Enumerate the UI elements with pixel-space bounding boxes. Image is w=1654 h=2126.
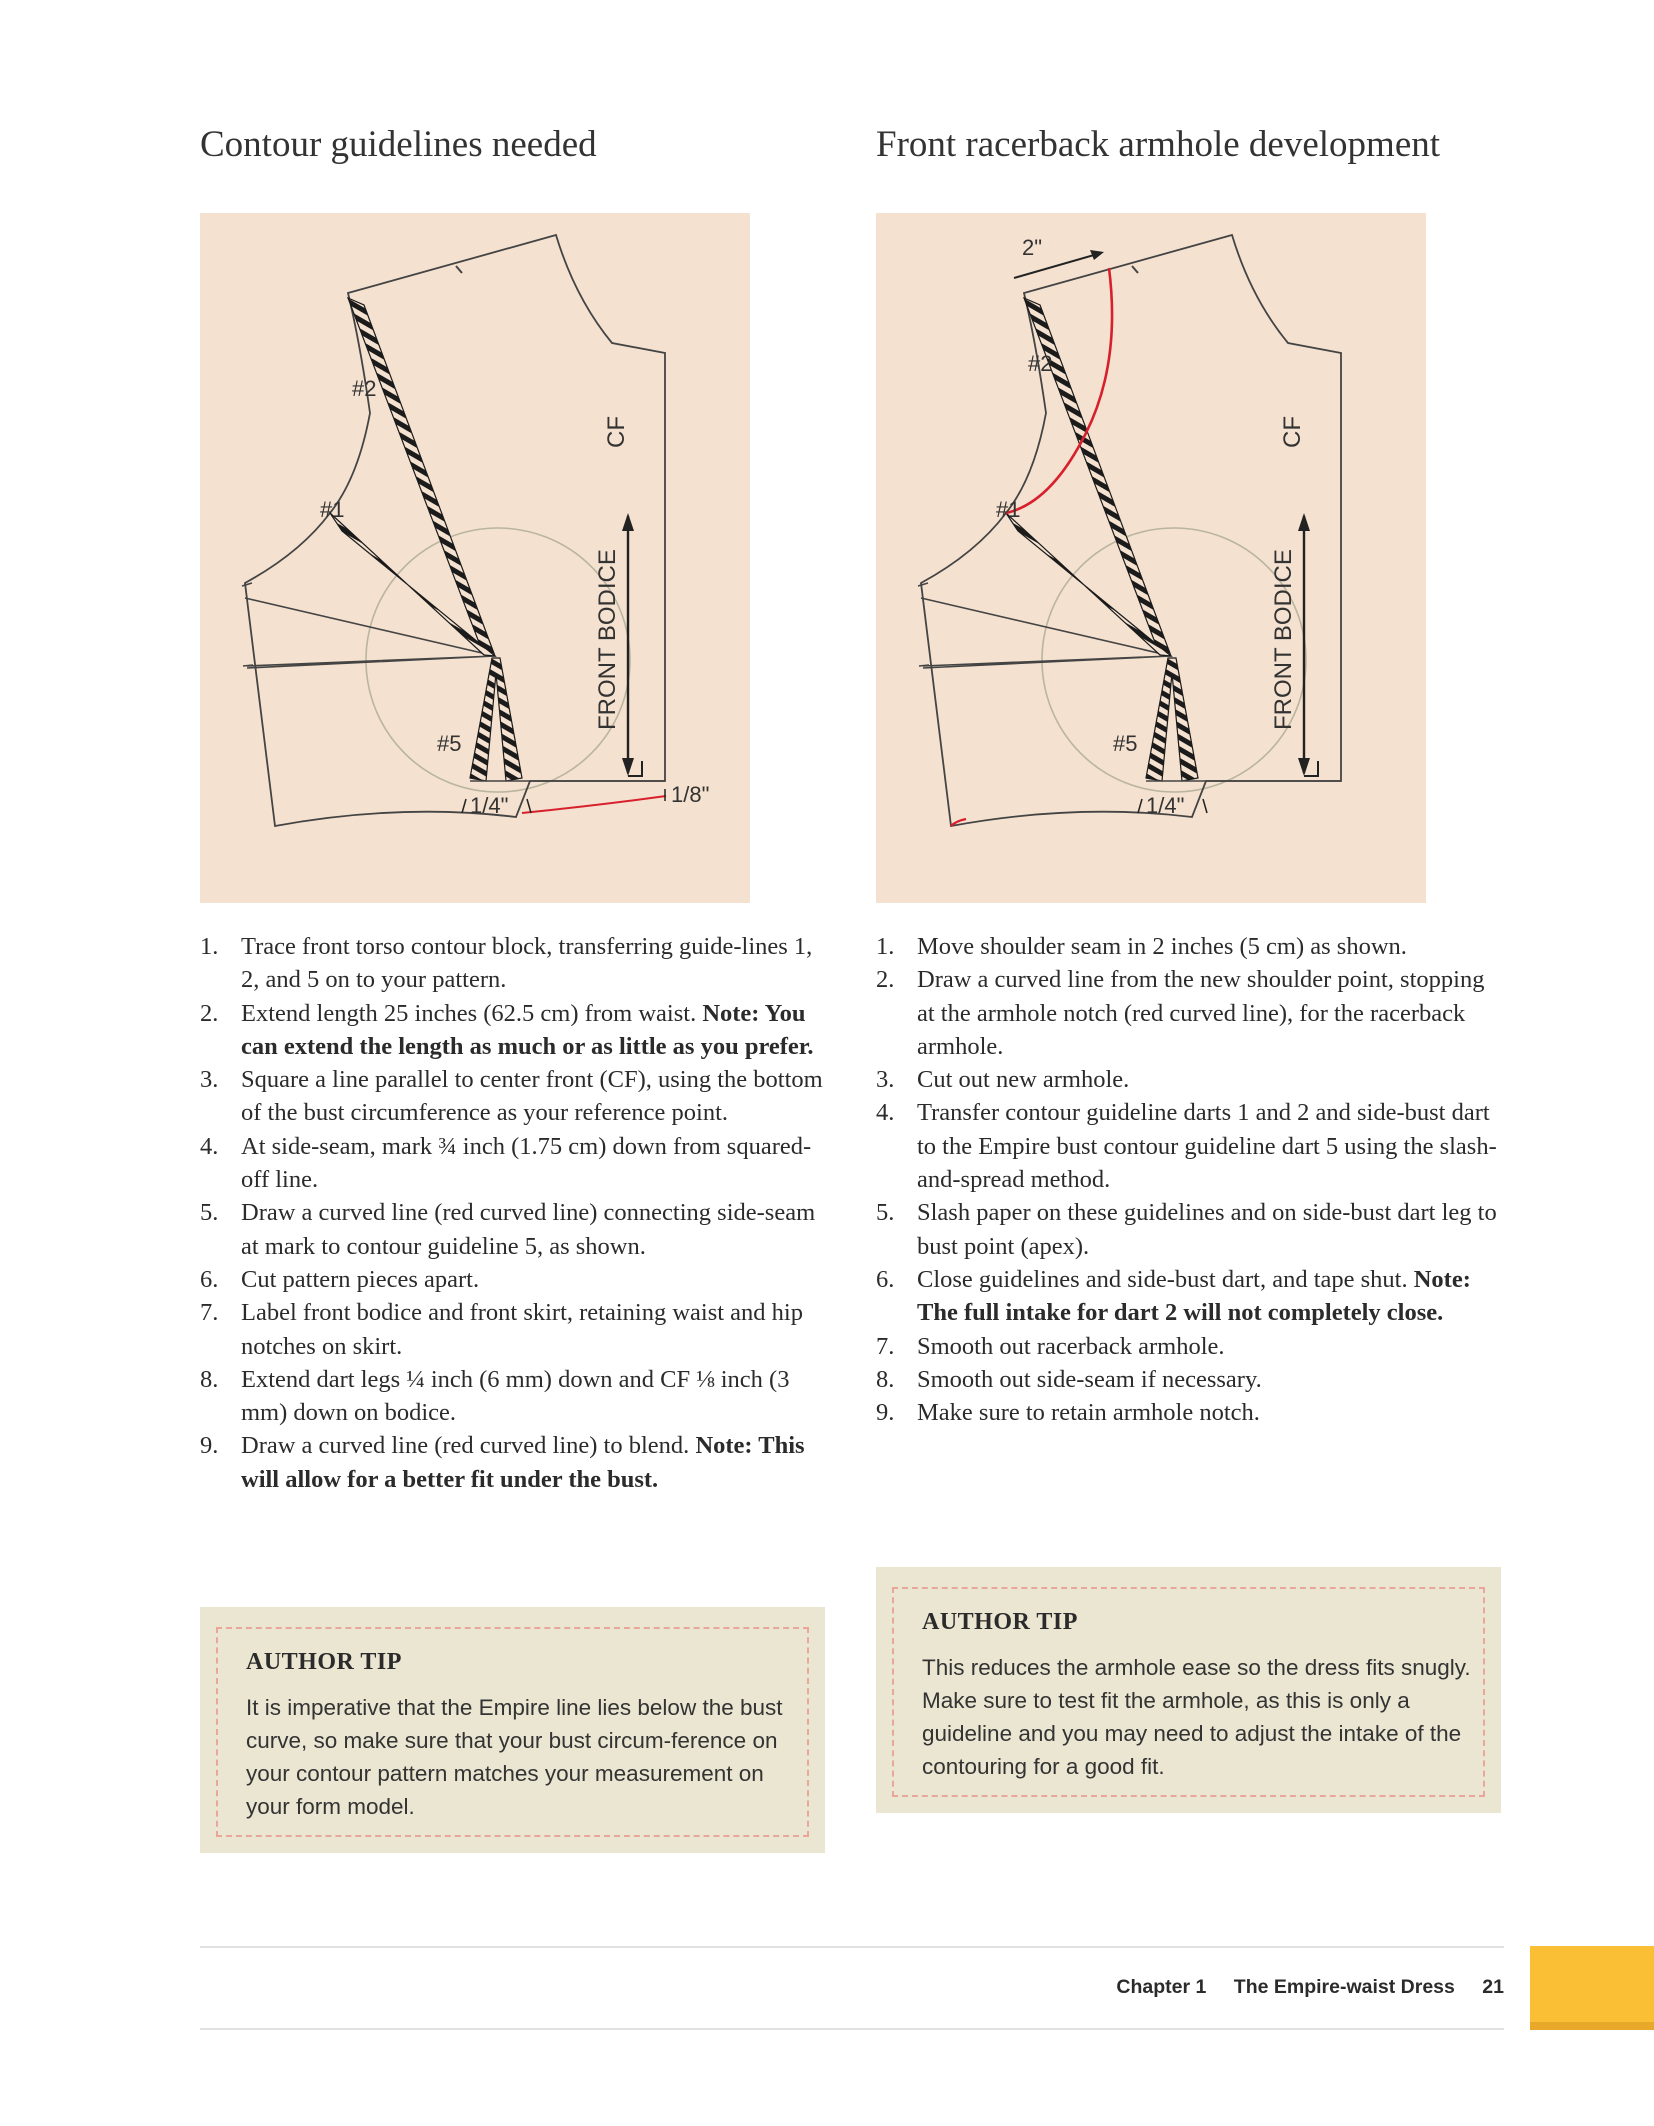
step-text: Cut out new armhole. [917,1066,1130,1094]
guideline-1 [1006,513,1171,656]
step-text: Extend length 25 inches (62.5 cm) from waist. [241,999,703,1027]
shoulder-notch [456,266,462,273]
step-number: 5. [200,1199,219,1227]
step-text: Cut pattern pieces apart. [241,1265,480,1293]
step-number: 3. [876,1066,895,1094]
guideline-5 [1146,658,1198,781]
label-guide-5: #5 [1113,731,1138,756]
step-text: Close guidelines and side-bust dart, and tape shut. [917,1265,1414,1293]
step-text: Extend dart legs ¼ inch (6 mm) down and CF ⅛ inch (3 mm) down on bodice. [241,1365,790,1427]
instruction-step [200,1063,825,1130]
instruction-step [200,1263,825,1296]
label-guide-1: #1 [320,497,345,522]
step-number: 7. [200,1299,219,1327]
instruction-step [200,1196,825,1263]
tip-heading: AUTHOR TIP [246,1649,402,1675]
label-front-bodice: FRONT BODICE [1270,549,1297,730]
footer-title: The Empire-waist Dress [1233,1976,1455,1998]
instruction-step [200,997,825,1064]
right-instruction-list [876,930,1501,1429]
label-guide-2: #2 [352,376,377,401]
step-text: At side-seam, mark ¾ inch (1.75 cm) down from squared-off line. [241,1132,812,1194]
instruction-step [876,1096,1501,1196]
contour-guidelines-diagram [200,213,750,903]
step-number: 8. [876,1365,895,1393]
label-quarter-inch: 1/4" [1146,793,1185,818]
guideline-1 [330,513,495,656]
footer-rule-bottom [200,2028,1504,2030]
footer-rule-top [200,1946,1504,1948]
instruction-step [200,1363,825,1430]
tip-body: This reduces the armhole ease so the dress fits snugly. Make sure to test fit the armhole, as this is only a guideline and you may need to adjust the intake of the contouring for a good fit. [922,1655,1471,1779]
label-guide-2: #2 [1028,351,1053,376]
step-text: Make sure to retain armhole notch. [917,1399,1260,1427]
page-number: 21 [1482,1976,1504,1998]
side-dart-lines [921,598,1171,668]
right-section-title: Front racerback armhole development [876,124,1441,165]
step-number: 2. [200,999,219,1027]
instruction-step [876,930,1501,963]
side-notches [242,583,253,666]
step-text: Smooth out racerback armhole. [917,1332,1225,1360]
step-number: 8. [200,1365,219,1393]
label-cf: CF [603,416,630,448]
instruction-step [876,1196,1501,1263]
red-blend-curve [522,796,666,813]
step-text: Smooth out side-seam if necessary. [917,1365,1262,1393]
contour-guidelines-svg [200,213,750,903]
page-tab-shadow [1530,2022,1654,2030]
shoulder-notch [1132,266,1138,273]
left-instruction-list [200,930,825,1496]
step-number: 1. [200,933,219,960]
running-footer [1116,1976,1504,1999]
step-number: 3. [200,1066,219,1094]
label-two-inch: 2" [1022,235,1043,260]
step-number: 6. [876,1265,895,1293]
left-section-title: Contour guidelines needed [200,124,597,165]
instruction-step [876,1396,1501,1429]
shoulder-arrowhead [1090,250,1104,260]
step-note: Note: The full intake for dart 2 will not completely close. [917,1265,1471,1327]
instruction-step [876,1063,1501,1096]
step-text: Move shoulder seam in 2 inches (5 cm) as shown. [917,933,1407,960]
label-front-bodice: FRONT BODICE [594,549,621,730]
left-author-tip [200,1607,825,1853]
label-quarter-inch: 1/4" [470,793,509,818]
step-text: Draw a curved line (red curved line) to blend. [241,1432,696,1460]
step-number: 2. [876,966,895,994]
label-guide-5: #5 [437,731,462,756]
side-dart-lines [245,598,495,668]
racerback-armhole-svg [876,213,1426,903]
right-author-tip [876,1567,1501,1813]
guideline-5 [470,658,522,781]
label-eighth-inch: 1/8" [671,782,710,807]
instruction-step [876,1263,1501,1330]
step-text: Draw a curved line (red curved line) connecting side-seam at mark to contour guideline 5, as shown. [241,1199,816,1260]
step-number: 9. [876,1399,895,1427]
step-note: Note: You can extend the length as much or as little as you prefer. [241,999,814,1060]
step-number: 9. [200,1432,219,1460]
instruction-step [200,930,825,997]
guideline-2 [348,298,495,656]
step-text: Label front bodice and front skirt, retaining waist and hip notches on skirt. [241,1299,803,1360]
instruction-step [876,1330,1501,1363]
instruction-step [200,1130,825,1197]
step-number: 6. [200,1265,219,1293]
side-notches [918,583,929,666]
racerback-armhole-diagram [876,213,1426,903]
step-text: Square a line parallel to center front (CF), using the bottom of the bust circumference as your reference point. [241,1066,823,1127]
footer-chapter: Chapter 1 [1116,1976,1207,1998]
step-text: Slash paper on these guidelines and on side-bust dart leg to bust point (apex). [917,1199,1497,1260]
label-cf: CF [1279,416,1306,448]
label-guide-1: #1 [996,497,1021,522]
step-note: Note: This will allow for a better fit under the bust. [241,1432,805,1493]
instruction-step [876,1363,1501,1396]
page-tab [1530,1946,1654,2030]
instruction-step [876,963,1501,1063]
tip-heading: AUTHOR TIP [922,1609,1078,1635]
step-number: 4. [876,1099,895,1127]
step-number: 7. [876,1332,895,1360]
instruction-step [200,1429,825,1496]
instruction-step [200,1296,825,1363]
step-number: 5. [876,1199,895,1227]
step-text: Transfer contour guideline darts 1 and 2 and side-bust dart to the Empire bust contour guideline dart 5 using the slash-and-spread method. [917,1099,1497,1194]
step-number: 4. [200,1132,219,1160]
step-text: Trace front torso contour block, transferring guide-lines 1, 2, and 5 on to your pattern. [241,933,813,994]
step-number: 1. [876,933,895,960]
step-text: Draw a curved line from the new shoulder point, stopping at the armhole notch (red curved line), for the racerback armhole. [917,966,1485,1060]
tip-body: It is imperative that the Empire line lies below the bust curve, so make sure that your bust circum-ference on your contour pattern matches your measurement on your form model. [246,1695,783,1819]
